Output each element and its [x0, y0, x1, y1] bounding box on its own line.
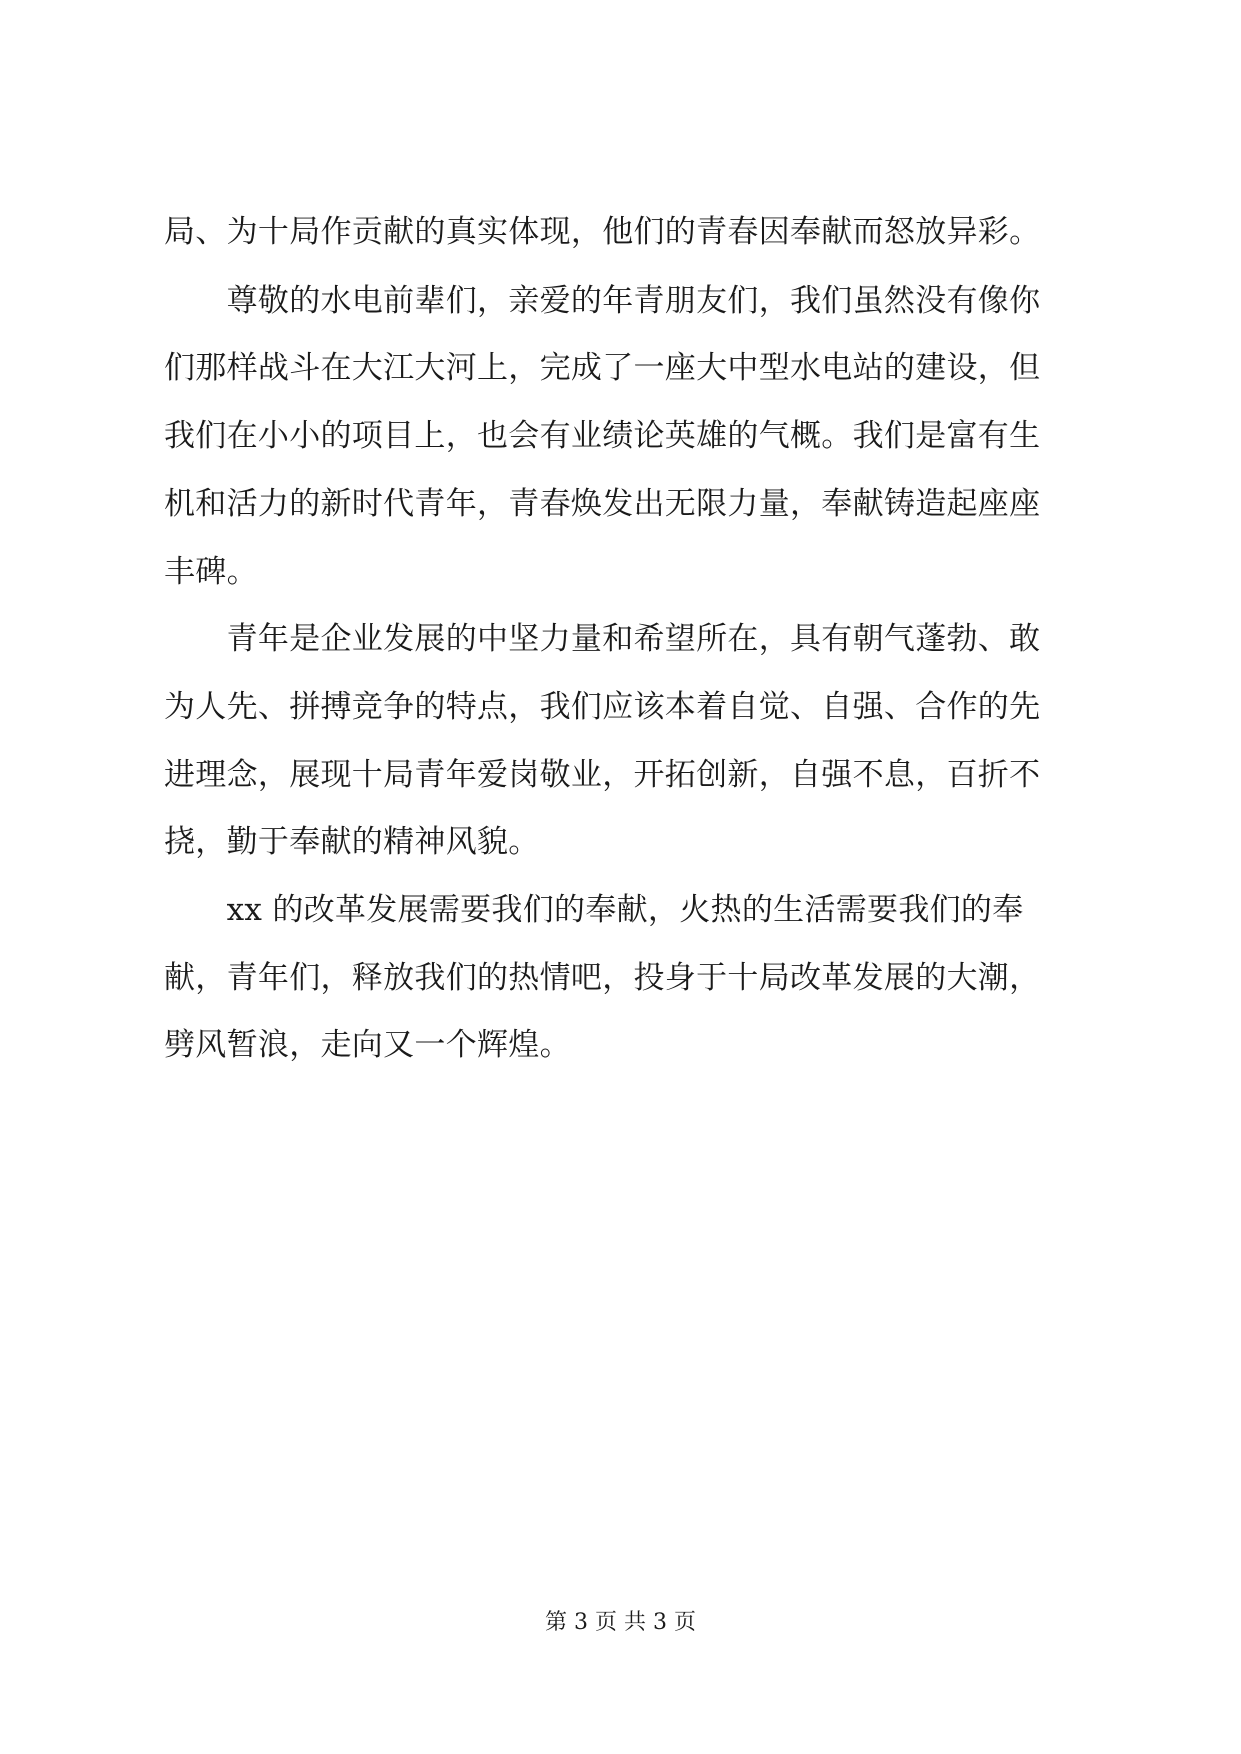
body-line: 挠，勤于奉献的精神风貌。 — [164, 824, 540, 860]
body-line: 尊敬的水电前辈们，亲爱的年青朋友们，我们虽然没有像你 — [164, 283, 1041, 319]
body-line: 青年是企业发展的中坚力量和希望所在，具有朝气蓬勃、敢 — [164, 621, 1041, 657]
body-line: 为人先、拼搏竞争的特点，我们应该本着自觉、自强、合作的先 — [164, 689, 1041, 725]
body-line: 我们在小小的项目上，也会有业绩论英雄的气概。我们是富有生 — [164, 418, 1041, 454]
body-line: 局、为十局作贡献的真实体现，他们的青春因奉献而怒放异彩。 — [164, 214, 1041, 250]
body-line: 劈风暂浪，走向又一个辉煌。 — [164, 1027, 571, 1063]
body-line: 进理念，展现十局青年爱岗敬业，开拓创新，自强不息，百折不 — [164, 757, 1041, 793]
body-line: xx 的改革发展需要我们的奉献，火热的生活需要我们的奉 — [164, 892, 1024, 928]
body-line: 丰碑。 — [164, 554, 258, 590]
body-line: 们那样战斗在大江大河上，完成了一座大中型水电站的建设，但 — [164, 350, 1041, 386]
body-line: 献，青年们，释放我们的热情吧，投身于十局改革发展的大潮， — [164, 960, 1041, 996]
body-line: 机和活力的新时代青年，青春焕发出无限力量，奉献铸造起座座 — [164, 486, 1041, 522]
page-number: 第 3 页 共 3 页 — [545, 1610, 696, 1635]
